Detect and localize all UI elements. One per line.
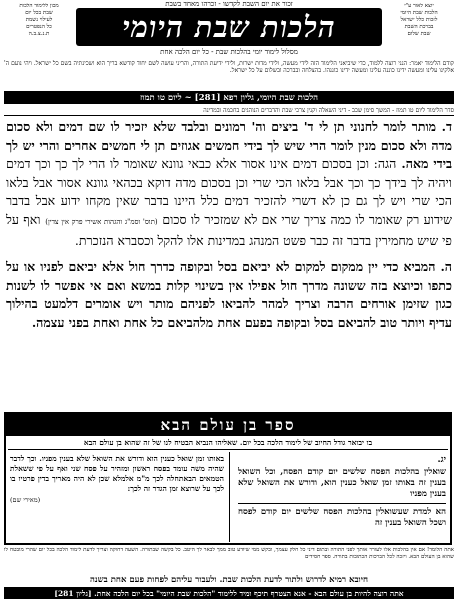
sefer-right-text-1: שואלין בהלכות הפסח שלשים יום קודם הפסח, וכל השואל בענין זה באותו זמן שואל כענין הוא, ודורש את השואל שלא בענין מפניו <box>238 467 446 499</box>
masthead-side-left: מכון ללימוד הלכות שבת בכל יום לעילוי נשמת כל הנפטרים ת.נ.צ.ב.ה <box>19 3 59 37</box>
masthead <box>0 0 458 60</box>
paragraph-d <box>6 118 452 250</box>
page-title: הלכות שבת היומי <box>122 10 336 44</box>
masthead-side-right: יוצא לאור ע"י הלכות שבת היומי לזכות כלל ישראל בברכת השבת שבת שלום <box>400 3 438 37</box>
issue-banner <box>4 91 454 104</box>
intro-prayer: קודם הלימוד יאמר: הנני רוצה ללמוד, כדי שיביאני הלימוד הזה לידי מעשה, ולידי מדות ישרות, ולידי ידיעת התורה, והריני עושה לשם יחוד קודשא בריך הוא ושכינתיה בשם כל ישראל. ויהי נועם ה' אלקינו עלינו ומעשה ידינו כוננה עלינו ומעשה ידינו כוננהו. בהצלחה ובברכה ובשלום על כל ישראל. <box>4 60 454 75</box>
paragraph-h: ה. המביא כדי יין ממקום למקום לא יביאם בסל ובקופה כדרך חול אלא יביאם לפניו או על כתפו וכיוצא בזה ששונה מדרך חול אפילו אין בשינוי קלות במשא ואם אי אפשר לו לשנות כגון שזימן אורחים הרבה וצריך למהר להביאו לפניהם מותר ויש אומרים דלמעט בהילוך עדיף ויותר טוב להביאם בסל ובקופה בפעם אחת מלהביאם כל אחת ואחת בפני עצמה. <box>6 259 452 330</box>
title-banner <box>76 8 382 46</box>
column-divider <box>229 452 230 542</box>
sefer-column-right <box>238 454 446 542</box>
sefer-subtitle: בו יבואר גודל החיוב של לימוד הלכה בכל יום. שאליהו הנביא הבטיח לנו של זה שהוא בן עולם הבא <box>8 437 448 450</box>
paragraph-d-gloss: הגה: וכן בסכום דמים אינו אסור אלא כבאי גוונא שאומר לו הרי לך כך וכך דמים ויהיה לך בידך כך וכך אבל בלאו הכי שרי וכן בסכום מדה דוקא בכהאי גוונא אסור אבל בלאו הכי שרי ויש לך גם כן לא דשרי להזכיר דמים כלל היינו בדבר שאין מקחו ידוע אבל בדבר שידוע רק שאומר לו כמה צריך שרי אם לא שמזכיר לו סכום <box>6 156 452 227</box>
footer-slogan: חיובא רמיא לדרוש ולתור לדעת הלכות שבת. ולעבור עליהם לפחות פעם אחת בשנה <box>90 575 368 585</box>
sefer-column-left <box>10 454 224 542</box>
paragraph-d-main: ד. מותר לומר לחנוני תן לי ד' ביצים וה' רמונים ובלבד שלא יזכיר לו שם דמים ולא סכום מדה ולא סכום מנין לומר הרי שיש לך בידי חמשים אגוזים תן לי חמשים אחרים והרי יש לך בידי מאה. <box>6 119 452 172</box>
issue-label: הלכות שבת היומי, גליון רפא [281] ~ ליום טו תמוז <box>139 93 319 103</box>
paragraph-d-end: ואף על פי שיש מחמירין בדבר זה כבר פשט המנהג במדינות אלו להקל וכסברא הנזכרת. <box>6 211 452 248</box>
main-article <box>6 118 452 408</box>
sefer-left-text: באותו זמן שואל כענין הוא ודורש את השואל שלא בענין מפניו. וכך לדבר שהיה משה עומד בפסח ראשון ומזהיר על פסח שני ואף על פי ששאלת הטמאים הבאתחלה לכך מ"מ אלמלא שכן לא היה מאריך בדין פרטיו בו לכך על שרוצא זמן הגדר זה לכך: <box>10 454 224 493</box>
sefer-header <box>6 414 450 436</box>
paragraph-d-source: (תוס' וסמ"ג והגהות אשירי פרק אין צדין) <box>45 217 158 226</box>
divider <box>238 503 446 504</box>
sefer-item-number: יג. <box>437 455 446 465</box>
sefer-box <box>4 412 452 545</box>
sefer-right-text-2: הא למדת שעשואלין בהלכות הפסח שלשים יום קודם לפסח ושכל השואל בענין זה <box>238 507 446 528</box>
footer-banner <box>4 587 454 599</box>
masthead-subtitle: מסלול לימוד יומי בהלכות שבת - כל יום הלכה אחת <box>160 48 298 56</box>
masthead-motto: זכור את יום השבת לקדשו - זכרהו מאחד בשבת <box>165 0 293 8</box>
footer-fine-print: אתה הלומד! אם אין בהלכות אלו לעורר אותך לפני התורה ובתום דיני כל חלק עצמך, ובקש ממי שיודע טוב ממך לבאר לך היטב. כל בקשה שבתורה. השעה דחוקה וצריך לדעת לימוד הלכה בכל יום שהרי מובטח לו שהוא בן העולם הבא. ויזכה לכל הברכות הכתובות בתורה. ספר חסידים <box>4 547 454 560</box>
sefer-left-source: (מאירי שם) <box>10 496 41 504</box>
sefer-title: ספר בן עולם הבא <box>160 415 296 434</box>
footer-banner-text: אתה רוצה להיות בן עולם הבא - אנא הצטרף תיכף ומיד ללימוד "הלכות שבת היומי" בכל יום הלכה אחת. [גליון 281] <box>54 588 404 598</box>
study-order-line: סדר הלימוד ליום טו תמוז - המשך סימן שכב - דיני השאלה וקנין צרכי שבת והדברים הנוהגים בחכמה ובמדינה <box>4 106 454 116</box>
